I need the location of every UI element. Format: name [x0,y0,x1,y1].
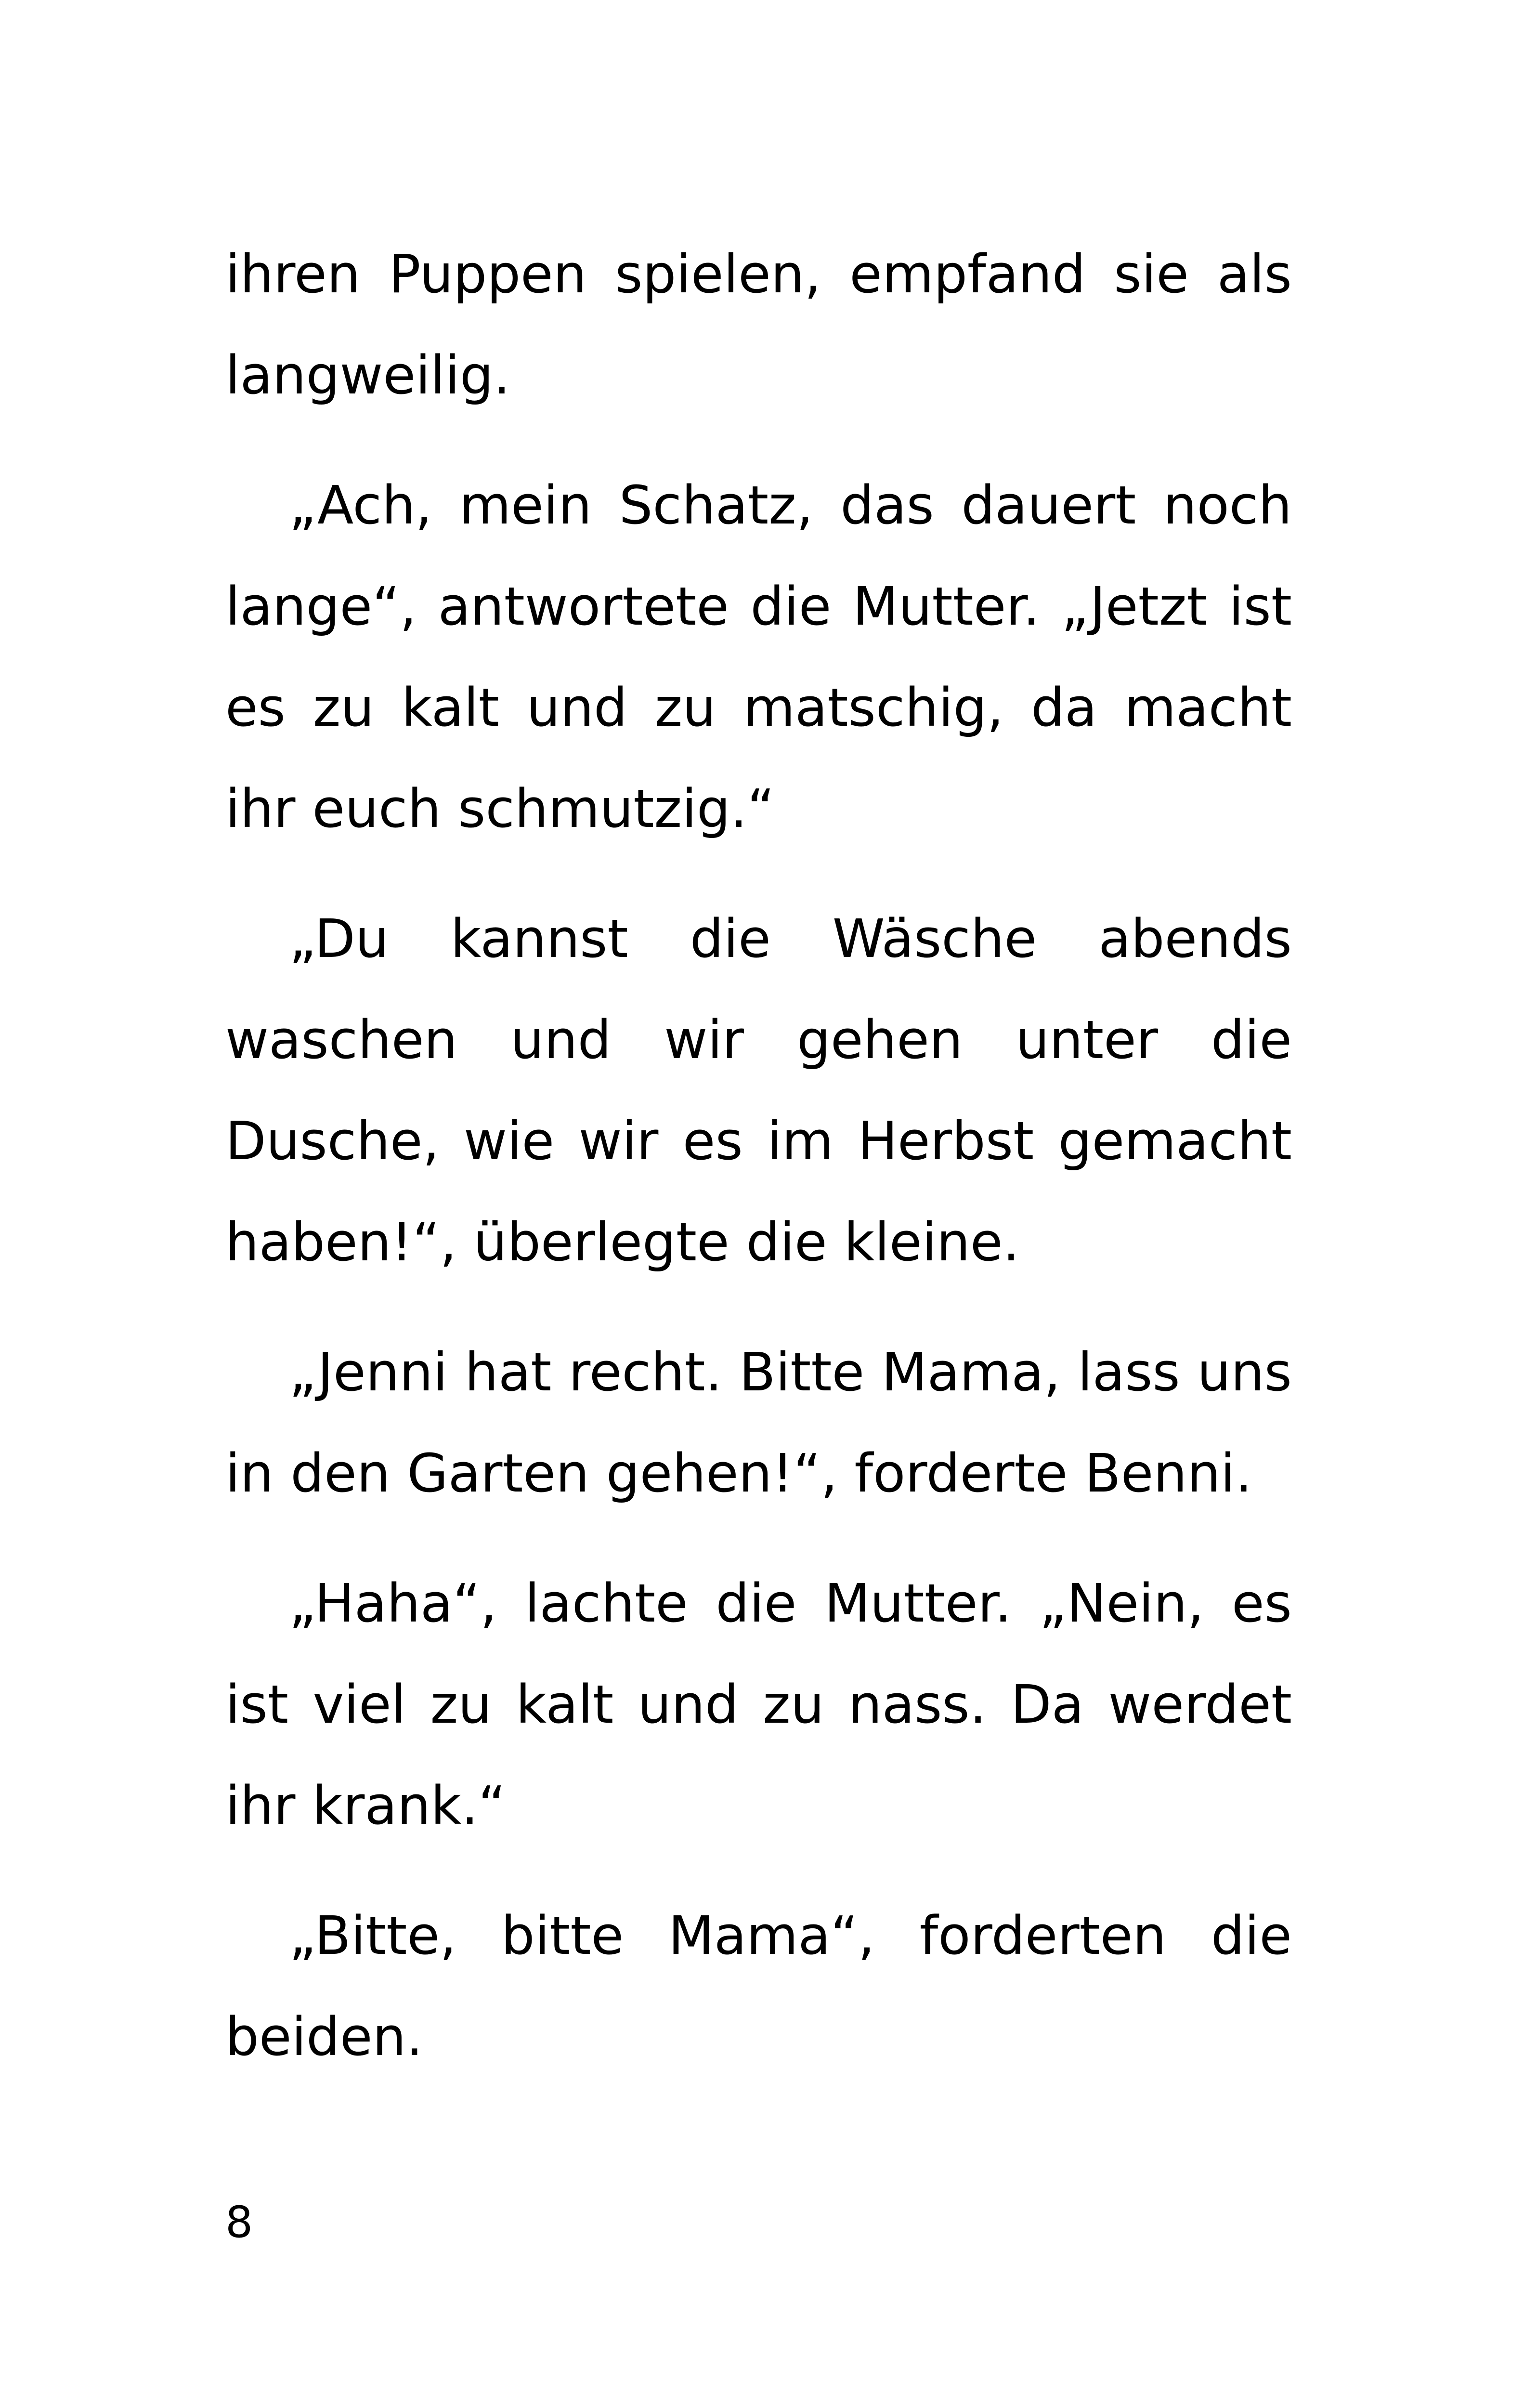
paragraph: „Bitte, bitte Mama“, forderten die beiden. [225,1905,1292,2068]
paragraph: „Haha“, lachte die Mutter. „Nein, es ist viel zu kalt und zu nass. Da werdet ihr krank.“ [225,1572,1292,1836]
paragraph: „Ach, mein Schatz, das dauert noch lange“, antwortete die Mutter. „Jetzt ist es zu kalt und zu matschig, da macht ihr euch schmutzig.“ [225,474,1292,839]
page-number: 8 [225,2197,253,2248]
paragraph: „Du kannst die Wäsche abends waschen und wir gehen unter die Dusche, wie wir es im Herbst gemacht haben!“, überlegte die kleine. [225,908,1292,1273]
paragraph: „Jenni hat recht. Bitte Mama, lass uns in den Garten gehen!“, forderte Benni. [225,1341,1292,1504]
body-text [225,223,1292,2087]
paragraph: ihren Puppen spielen, empfand sie als langweilig. [225,243,1292,406]
